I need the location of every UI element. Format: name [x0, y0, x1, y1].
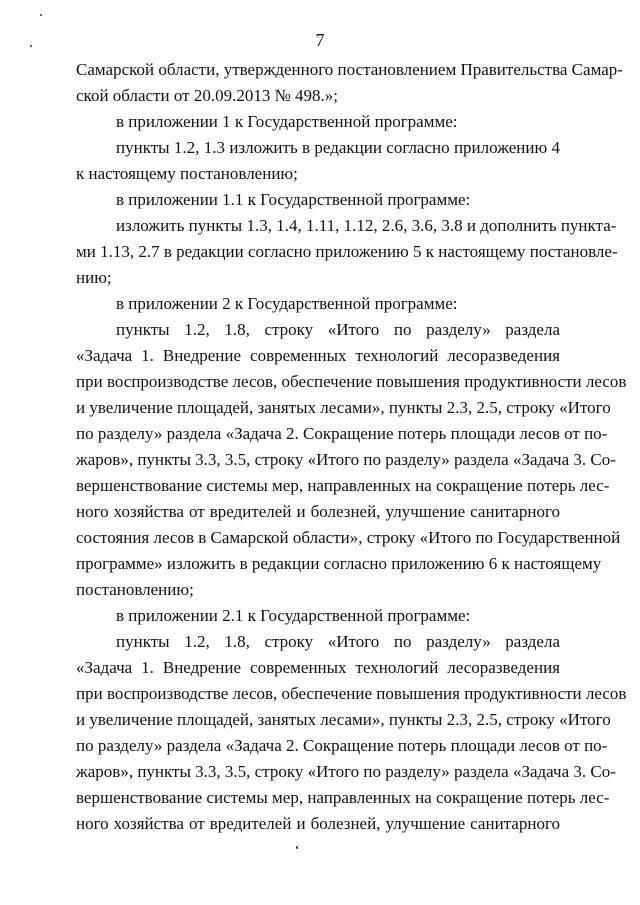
- text-line: пункты 1.2, 1.3 изложить в редакции согласно приложению 4: [116, 138, 560, 157]
- text-line: ми 1.13, 2.7 в редакции согласно приложению 5 к настоящему постановле-: [76, 242, 618, 261]
- text-line: по разделу» раздела «Задача 2. Сокращение потерь площади лесов от по-: [76, 736, 608, 755]
- text-line: состояния лесов в Самарской области», строку «Итого по Государственной: [76, 528, 621, 547]
- text-line: жаров», пункты 3.3, 3.5, строку «Итого по разделу» раздела «Задача 3. Со-: [76, 762, 616, 781]
- text-line: при воспроизводстве лесов, обеспечение повышения продуктивности лесов: [76, 372, 627, 391]
- text-line: ного хозяйства от вредителей и болезней, улучшение санитарного: [76, 814, 560, 833]
- text-line: вершенствование системы мер, направленных на сокращение потерь лес-: [76, 476, 610, 495]
- text-line: пункты 1.2, 1.8, строку «Итого по разделу» раздела: [116, 320, 560, 339]
- text-line: ской области от 20.09.2013 № 498.»;: [76, 86, 339, 105]
- text-line: вершенствование системы мер, направленных на сокращение потерь лес-: [76, 788, 610, 807]
- text-line: нию;: [76, 268, 112, 287]
- text-line: изложить пункты 1.3, 1.4, 1.11, 1.12, 2.6, 3.6, 3.8 и дополнить пункта-: [116, 216, 617, 235]
- text-line: «Задача 1. Внедрение современных технологий лесоразведения: [76, 346, 560, 365]
- text-line: в приложении 2.1 к Государственной программе:: [116, 606, 471, 625]
- text-line: и увеличение площадей, занятых лесами», пункты 2.3, 2.5, строку «Итого: [76, 710, 611, 729]
- text-line: программе» изложить в редакции согласно приложению 6 к настоящему: [76, 554, 602, 573]
- text-line: жаров», пункты 3.3, 3.5, строку «Итого по разделу» раздела «Задача 3. Со-: [76, 450, 616, 469]
- text-line: ного хозяйства от вредителей и болезней, улучшение санитарного: [76, 502, 560, 521]
- page-number: 7: [315, 30, 325, 50]
- text-line: в приложении 1 к Государственной программе:: [116, 112, 458, 131]
- text-line: «Задача 1. Внедрение современных технологий лесоразведения: [76, 658, 560, 677]
- text-line: в приложении 1.1 к Государственной программе:: [116, 190, 471, 209]
- scan-speck: [296, 846, 298, 849]
- text-line: к настоящему постановлению;: [76, 164, 298, 183]
- text-line: пункты 1.2, 1.8, строку «Итого по разделу» раздела: [116, 632, 560, 651]
- text-line: постановлению;: [76, 580, 194, 599]
- text-line: при воспроизводстве лесов, обеспечение повышения продуктивности лесов: [76, 684, 627, 703]
- scan-speck: [40, 14, 42, 16]
- text-line: по разделу» раздела «Задача 2. Сокращение потерь площади лесов от по-: [76, 424, 608, 443]
- text-line: Самарской области, утвержденного постановлением Правительства Самар-: [76, 60, 623, 79]
- text-line: в приложении 2 к Государственной программе:: [116, 294, 458, 313]
- text-line: и увеличение площадей, занятых лесами», пункты 2.3, 2.5, строку «Итого: [76, 398, 611, 417]
